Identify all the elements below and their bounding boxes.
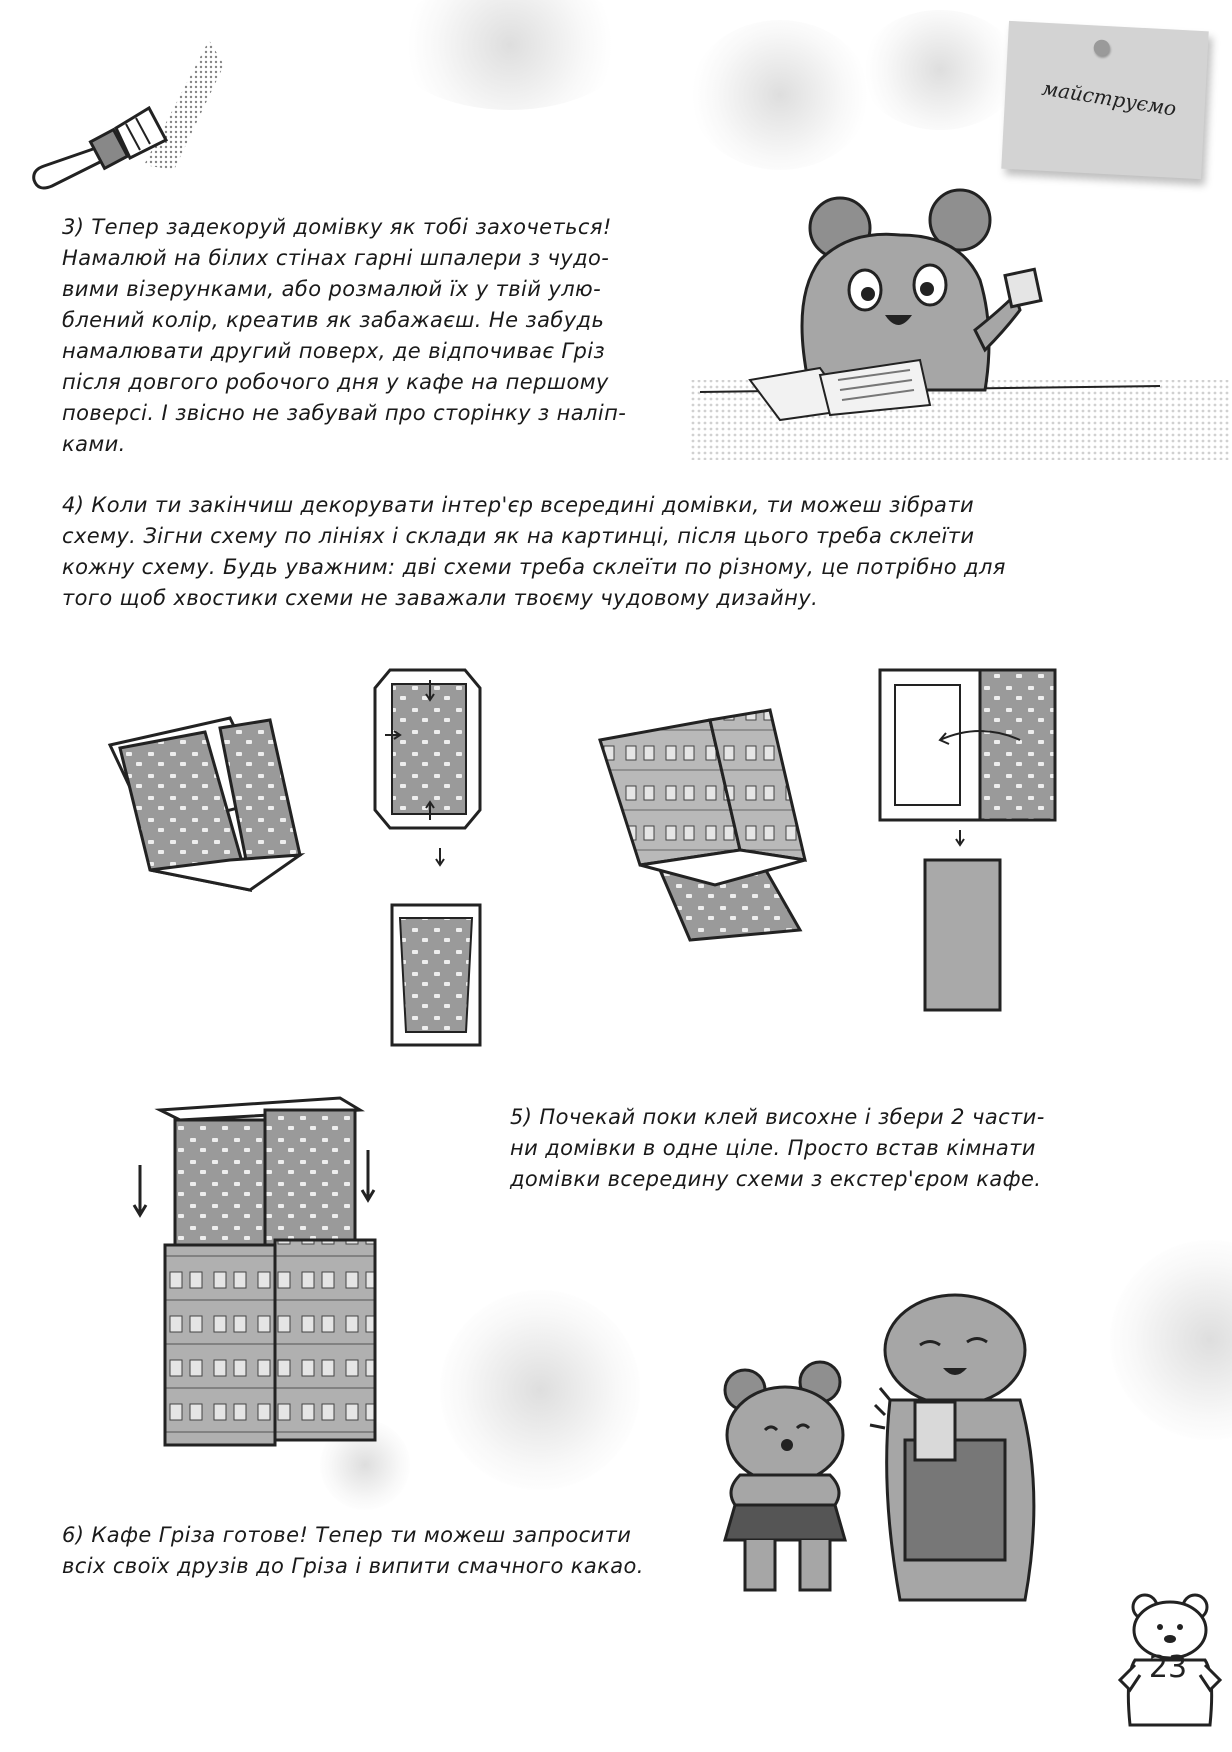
folding-steps-diagram <box>100 660 1100 1060</box>
text-line: кожну схему. Будь уважним: дві схеми треба склеїти по різному, це потрібно для <box>62 555 1006 579</box>
text-line: домівки всередину схеми з екстер'єром кафе. <box>510 1167 1042 1191</box>
background-blob <box>690 20 870 170</box>
text-line: ками. <box>62 432 126 456</box>
fold-diagram-1 <box>110 718 300 890</box>
step-6-text <box>62 1520 712 1582</box>
assembled-house-illustration <box>120 1090 420 1450</box>
text-line: Намалюй на білих стінах гарні шпалери з чудо- <box>62 246 610 270</box>
section-label: майструємо <box>1040 75 1179 121</box>
bear-with-sticker-illustration <box>690 180 1230 460</box>
text-line: 4) Коли ти закінчиш декорувати інтер'єр всередині домівки, ти можеш зібрати <box>62 493 975 517</box>
background-blob <box>390 0 630 110</box>
text-line: 6) Кафе Гріза готове! Тепер ти можеш запросити <box>62 1523 632 1547</box>
text-line: ни домівки в одне ціле. Просто встав кімнати <box>510 1136 1036 1160</box>
background-blob <box>860 10 1020 130</box>
text-line: вими візерунками, або розмалюй їх у твій улю- <box>62 277 602 301</box>
text-line: схему. Зігни схему по лініях і склади як на картинці, після цього треба склеїти <box>62 524 975 548</box>
step-5-text <box>510 1102 1100 1195</box>
text-line: після довгого робочого дня у кафе на першому <box>62 370 609 394</box>
text-line: 3) Тепер задекоруй домівку як тобі захочеться! <box>62 215 612 239</box>
fold-diagram-2 <box>375 670 480 1045</box>
step-4-text <box>62 490 1122 614</box>
text-line: всіх своїх друзів до Гріза і випити смачного какао. <box>62 1554 644 1578</box>
text-line: блений колір, креатив як забажаєш. Не забудь <box>62 308 605 332</box>
text-line: поверсі. І звісно не забувай про сторінку з наліп- <box>62 401 627 425</box>
paintbrush-icon <box>24 20 224 190</box>
pushpin-icon <box>1093 39 1110 56</box>
background-blob <box>1110 1240 1232 1440</box>
text-line: намалювати другий поверх, де відпочиває Гріз <box>62 339 606 363</box>
text-line: того щоб хвостики схеми не заважали твоєму чудовому дизайну. <box>62 586 819 610</box>
section-sticky-note <box>1001 21 1208 179</box>
fold-diagram-4 <box>880 670 1055 1010</box>
step-3-text <box>62 212 682 460</box>
page-number: 23 <box>1148 1650 1188 1685</box>
fold-diagram-3 <box>600 710 805 940</box>
two-bears-illustration <box>705 1290 1125 1610</box>
background-blob <box>440 1290 640 1490</box>
text-line: 5) Почекай поки клей висохне і збери 2 части- <box>510 1105 1045 1129</box>
